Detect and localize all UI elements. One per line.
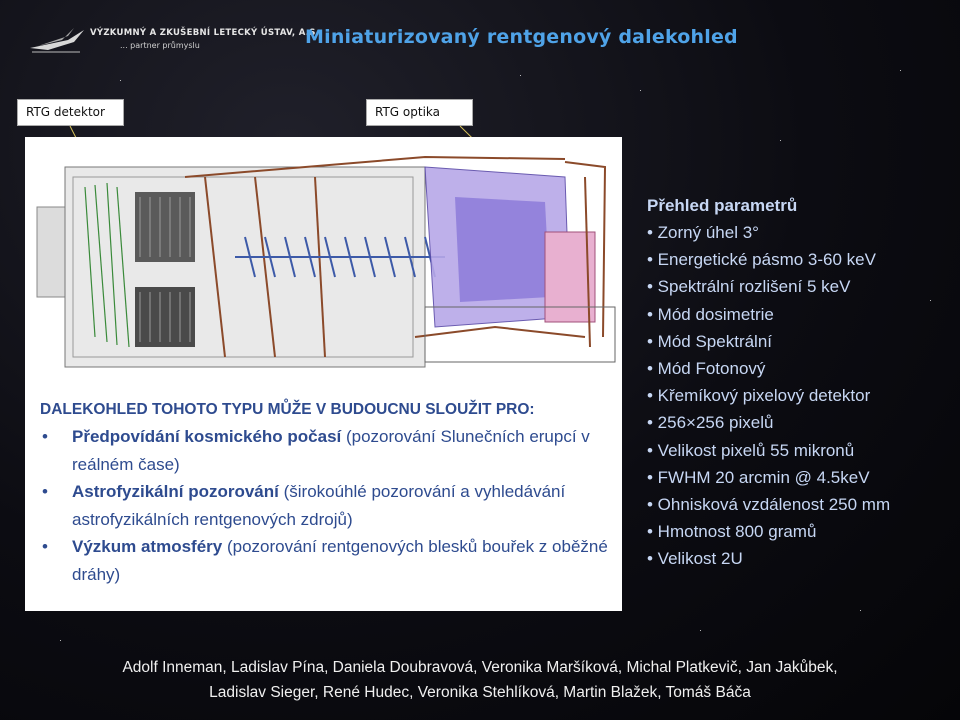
list-item: • Velikost pixelů 55 mikronů xyxy=(647,440,855,460)
use-cases-heading: DALEKOHLED TOHOTO TYPU MŮŽE V BUDOUCNU SLOUŽIT PRO: xyxy=(40,401,535,418)
list-item: • Mód dosimetrie xyxy=(647,304,774,324)
parameters-heading: Přehled parametrů xyxy=(647,196,798,215)
authors-line-1: Adolf Inneman, Ladislav Pína, Daniela Doubravová, Veronika Maršíková, Michal Platkevič, Jan Jakůbek, xyxy=(122,659,838,676)
list-item: • Mód Fotonový xyxy=(647,359,766,379)
label-rtg-detector: RTG detektor xyxy=(17,99,124,126)
list-item: • Hmotnost 800 gramů xyxy=(647,522,817,542)
list-item: • Mód Spektrální xyxy=(647,331,773,351)
list-item: • Astrofyzikální pozorování (širokoúhlé pozorování a vyhledávání astrofyzikálních rentgenových zdrojů) xyxy=(72,478,610,533)
authors xyxy=(0,655,960,705)
use-cases xyxy=(40,401,610,588)
list-item: • 256×256 pixelů xyxy=(647,413,774,433)
telescope-cad-drawing xyxy=(25,137,622,387)
list-item: • Spektrální rozlišení 5 keV xyxy=(647,277,851,297)
content-panel xyxy=(25,137,622,611)
list-item: • Křemíkový pixelový detektor xyxy=(647,386,871,406)
label-rtg-optics: RTG optika xyxy=(366,99,473,126)
parameters-list xyxy=(647,192,890,573)
list-item: • Zorný úhel 3° xyxy=(647,223,759,242)
page-title: Miniaturizovaný rentgenový dalekohled xyxy=(305,26,738,48)
authors-line-2: Ladislav Sieger, René Hudec, Veronika Stehlíková, Martin Blažek, Tomáš Báča xyxy=(209,684,751,701)
list-item: • FWHM 20 arcmin @ 4.5keV xyxy=(647,467,870,487)
list-item: • Předpovídání kosmického počasí (pozorování Slunečních erupcí v reálném čase) xyxy=(72,423,610,478)
list-item: • Energetické pásmo 3-60 keV xyxy=(647,250,876,270)
list-item: • Ohnisková vzdálenost 250 mm xyxy=(647,495,891,515)
logo-subtext: ... partner průmyslu xyxy=(120,41,200,50)
list-item: • Výzkum atmosféry (pozorování rentgenových blesků bouřek z oběžné dráhy) xyxy=(72,533,610,588)
logo-text: VÝZKUMNÝ A ZKUŠEBNÍ LETECKÝ ÚSTAV, A.S. xyxy=(90,28,320,38)
list-item: • Velikost 2U xyxy=(647,549,743,569)
